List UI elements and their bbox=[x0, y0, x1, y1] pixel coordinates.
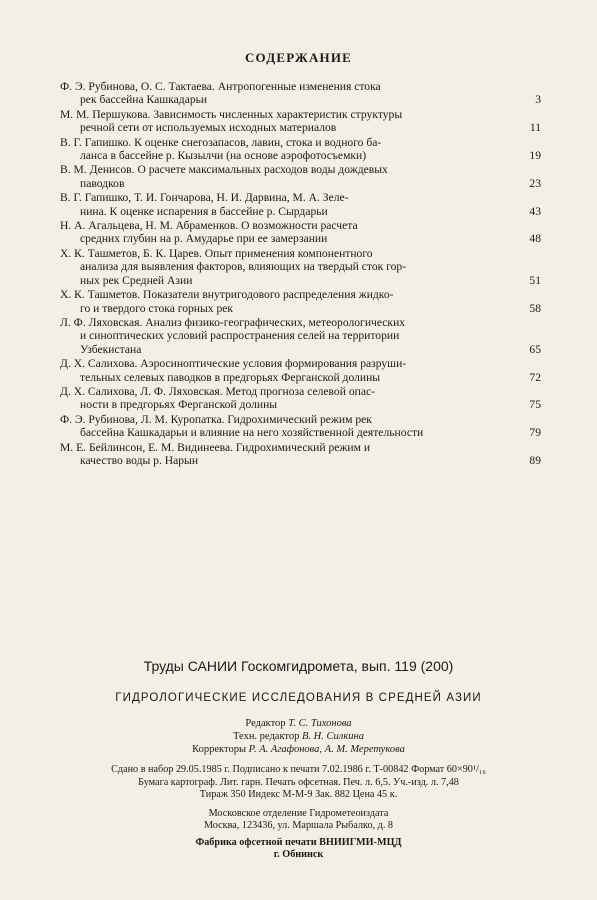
toc-entry-line: ности в предгорьях Ферганской долины bbox=[80, 398, 278, 412]
toc-entry bbox=[60, 440, 541, 468]
toc-entry-text bbox=[60, 413, 523, 440]
toc-entry-line: бассейна Кашкадарьи и влияние на него хозяйственной деятельности bbox=[80, 426, 424, 440]
toc-page-number: 75 bbox=[529, 398, 541, 412]
toc-page-number: 23 bbox=[529, 176, 541, 190]
toc-entry bbox=[60, 412, 541, 440]
publisher-line-2: Москва, 123436, ул. Маршала Рыбалко, д. 8 bbox=[203, 820, 394, 831]
table-of-contents bbox=[60, 80, 541, 468]
toc-entry-line: анализа для выявления факторов, влияющих на твердый сток гор- bbox=[80, 260, 407, 274]
editor-name: Т. С. Тихонова bbox=[288, 718, 352, 729]
toc-entry-line: В. Г. Гапишко. К оценке снегозапасов, лавин, стока и водного ба- bbox=[60, 135, 382, 149]
toc-page-number: 58 bbox=[529, 301, 541, 315]
toc-page-number: 3 bbox=[535, 93, 541, 107]
toc-entry-line: паводков bbox=[80, 176, 125, 190]
toc-page-number: 89 bbox=[529, 453, 541, 467]
toc-entry-text bbox=[60, 357, 523, 384]
imprint-block bbox=[0, 658, 597, 862]
toc-entry-text bbox=[60, 385, 523, 412]
toc-page-number: 19 bbox=[529, 149, 541, 163]
toc-entry-text bbox=[60, 136, 523, 163]
toc-entry-text bbox=[60, 288, 523, 315]
toc-entry bbox=[60, 135, 541, 163]
toc-entry bbox=[60, 163, 541, 190]
tech-editor-label: Техн. редактор bbox=[233, 731, 300, 742]
toc-entry bbox=[60, 191, 541, 218]
print-details bbox=[0, 764, 597, 802]
toc-entry-text bbox=[60, 219, 523, 246]
print-line-3: Тираж 350 Индекс М-М-9 Зак. 882 Цена 45 к. bbox=[199, 789, 398, 800]
print-line-2: Бумага картограф. Лит. гарн. Печать офсетная. Печ. л. 6,5. Уч.-изд. л. 7,48 bbox=[138, 776, 459, 788]
toc-entry-text bbox=[60, 191, 523, 218]
toc-entry-text bbox=[60, 108, 523, 135]
correctors-line bbox=[0, 743, 597, 756]
toc-entry-text bbox=[60, 441, 523, 468]
correctors-label: Корректоры bbox=[192, 744, 246, 755]
toc-entry-line: Н. А. Агальцева, Н. М. Абраменков. О возможности расчета bbox=[60, 219, 358, 233]
toc-page-number: 51 bbox=[529, 273, 541, 287]
toc-entry-line: М. М. Першукова. Зависимость численных характеристик структуры bbox=[60, 107, 403, 121]
toc-entry-line: качество воды р. Нарын bbox=[80, 453, 199, 467]
toc-entry bbox=[60, 357, 541, 384]
factory-details bbox=[0, 837, 597, 862]
toc-entry-line: средних глубин на р. Амударье при ее замерзании bbox=[80, 232, 328, 246]
toc-entry-line: и синоптических условий распространения селей на территории bbox=[80, 329, 400, 343]
tech-editor-line bbox=[0, 730, 597, 743]
factory-line-2: г. Обнинск bbox=[273, 849, 324, 860]
toc-entry-line: го и твердого стока горных рек bbox=[80, 301, 234, 315]
editor-label: Редактор bbox=[245, 718, 286, 729]
toc-page-number: 43 bbox=[529, 204, 541, 218]
toc-entry-line: ланса в бассейне р. Кызылчи (на основе аэрофотосъемки) bbox=[80, 149, 367, 163]
toc-entry-line: Х. К. Ташметов, Б. К. Царев. Опыт применения компонентного bbox=[60, 246, 373, 260]
editor-line bbox=[0, 717, 597, 730]
toc-entry-line: Ф. Э. Рубинова, О. С. Тактаева. Антропогенные изменения стока bbox=[60, 80, 381, 93]
toc-entry-line: Д. Х. Салихова, Л. Ф. Ляховская. Метод прогноза селевой опас- bbox=[60, 384, 375, 398]
toc-entry-line: тельных селевых паводков в предгорьях Ферганской долины bbox=[80, 370, 381, 384]
toc-entry-text bbox=[60, 163, 523, 190]
credits bbox=[0, 717, 597, 756]
toc-entry-line: Л. Ф. Ляховская. Анализ физико-географических, метеорологических bbox=[60, 315, 406, 329]
toc-entry-line: Ф. Э. Рубинова, Л. М. Куропатка. Гидрохимический режим рек bbox=[60, 412, 372, 426]
toc-entry-line: Узбекистана bbox=[80, 342, 142, 356]
toc-entry bbox=[60, 107, 541, 135]
print-line-1: Сдано в набор 29.05.1985 г. Подписано к печати 7.02.1986 г. Т-00842 Формат 60×90¹/₁₆ bbox=[111, 764, 486, 775]
toc-entry-line: Д. Х. Салихова. Аэросиноптические условия формирования разруши- bbox=[60, 357, 407, 371]
toc-entry-line: В. М. Денисов. О расчете максимальных расходов воды дождевых bbox=[60, 163, 388, 177]
factory-line-1: Фабрика офсетной печати ВНИИГМИ-МЦД bbox=[195, 836, 402, 848]
toc-entry-text bbox=[60, 316, 523, 356]
series-line: Труды САНИИ Госкомгидромета, вып. 119 (200) bbox=[143, 658, 454, 674]
toc-entry-line: М. Е. Бейлинсон, Е. М. Видинеева. Гидрохимический режим и bbox=[60, 440, 371, 454]
toc-entry-line: ных рек Средней Азии bbox=[80, 273, 193, 287]
toc-entry bbox=[60, 315, 541, 356]
page-title: СОДЕРЖАНИЕ bbox=[244, 50, 353, 65]
toc-page-number: 48 bbox=[529, 232, 541, 246]
toc-entry-text bbox=[60, 247, 523, 287]
toc-page-number: 11 bbox=[529, 121, 541, 135]
tech-editor-name: В. Н. Силкина bbox=[302, 731, 364, 742]
toc-entry-text bbox=[60, 80, 523, 107]
toc-entry-line: В. Г. Гапишко, Т. И. Гончарова, Н. И. Дарвина, М. А. Зеле- bbox=[60, 191, 349, 205]
toc-entry bbox=[60, 80, 541, 107]
toc-entry-line: рек бассейна Кашкадарьи bbox=[80, 93, 208, 107]
toc-page-number: 72 bbox=[529, 370, 541, 384]
book-title: ГИДРОЛОГИЧЕСКИЕ ИССЛЕДОВАНИЯ В СРЕДНЕЙ АЗИИ bbox=[115, 692, 482, 704]
toc-entry-line: нина. К оценке испарения в бассейне р. Сырдарьи bbox=[80, 204, 328, 218]
toc-page-number: 65 bbox=[529, 342, 541, 356]
publisher-line-1: Московское отделение Гидрометеоиздата bbox=[208, 807, 389, 819]
toc-entry bbox=[60, 246, 541, 287]
publisher-details bbox=[0, 808, 597, 833]
correctors-names: Р. А. Агафонова, А. М. Меретукова bbox=[248, 744, 405, 755]
toc-entry bbox=[60, 288, 541, 315]
toc-entry-line: Х. К. Ташметов. Показатели внутригодового распределения жидко- bbox=[60, 288, 394, 302]
toc-page-number: 79 bbox=[529, 426, 541, 440]
toc-entry bbox=[60, 384, 541, 412]
toc-entry-line: речной сети от используемых исходных материалов bbox=[80, 121, 337, 135]
toc-entry bbox=[60, 219, 541, 246]
